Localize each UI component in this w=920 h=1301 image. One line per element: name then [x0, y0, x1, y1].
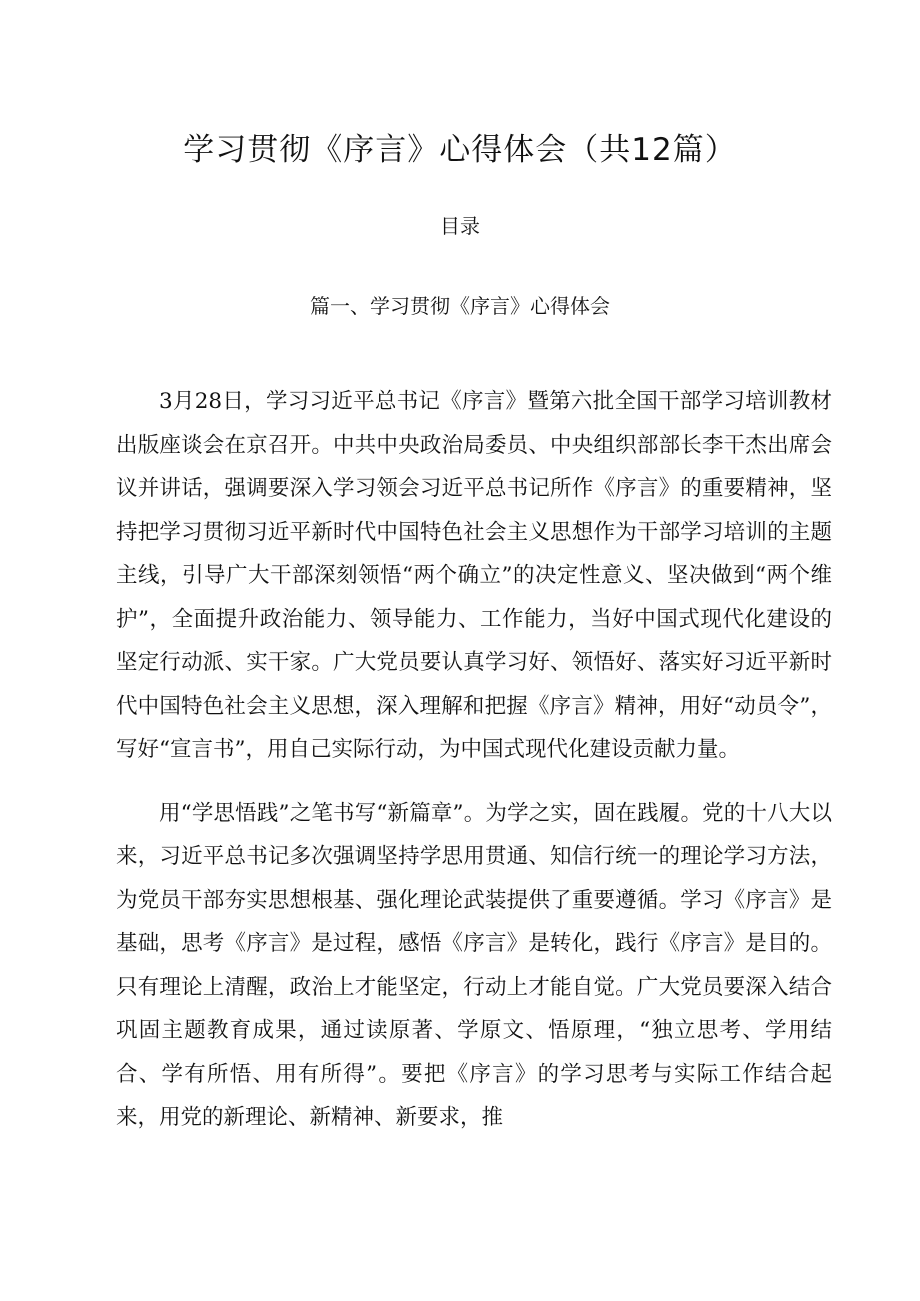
paragraph-1: 3月28日，学习习近平总书记《序言》暨第六批全国干部学习培训教材出版座谈会在京召开。中共中央政治局委员、中央组织部部长李干杰出席会议并讲话，强调要深入学习领会习近平总书记所作《序言》的重要精神，坚持把学习贯彻习近平新时代中国特色社会主义思想作为干部学习培训的主题主线，引导广大干部深刻领悟“两个确立”的决定性意义、坚决做到“两个维护”，全面提升政治能力、领导能力、工作能力，当好中国式现代化建设的坚定行动派、实干家。广大党员要认真学习好、领悟好、落实好习近平新时代中国特色社会主义思想，深入理解和把握《序言》精神，用好“动员令”，写好“宣言书”，用自己实际行动，为中国式现代化建设贡献力量。 — [116, 389, 832, 762]
body-text — [116, 380, 832, 1160]
section-heading: 篇一、学习贯彻《序言》心得体会 — [310, 294, 610, 318]
document-title: 学习贯彻《序言》心得体会（共12篇） — [183, 132, 737, 168]
toc-heading: 目录 — [440, 214, 480, 238]
paragraph-2: 用“学思悟践”之笔书写“新篇章”。为学之实，固在践履。党的十八大以来，习近平总书记多次强调坚持学思用贯通、知信行统一的理论学习方法，为党员干部夯实思想根基、强化理论武装提供了重要遵循。学习《序言》是基础，思考《序言》是过程，感悟《序言》是转化，践行《序言》是目的。只有理论上清醒，政治上才能坚定，行动上才能自觉。广大党员要深入结合巩固主题教育成果，通过读原著、学原文、悟原理，“独立思考、学用结合、学有所悟、用有所得”。要把《序言》的学习思考与实际工作结合起来，用党的新理论、新精神、新要求，推 — [116, 800, 832, 1130]
